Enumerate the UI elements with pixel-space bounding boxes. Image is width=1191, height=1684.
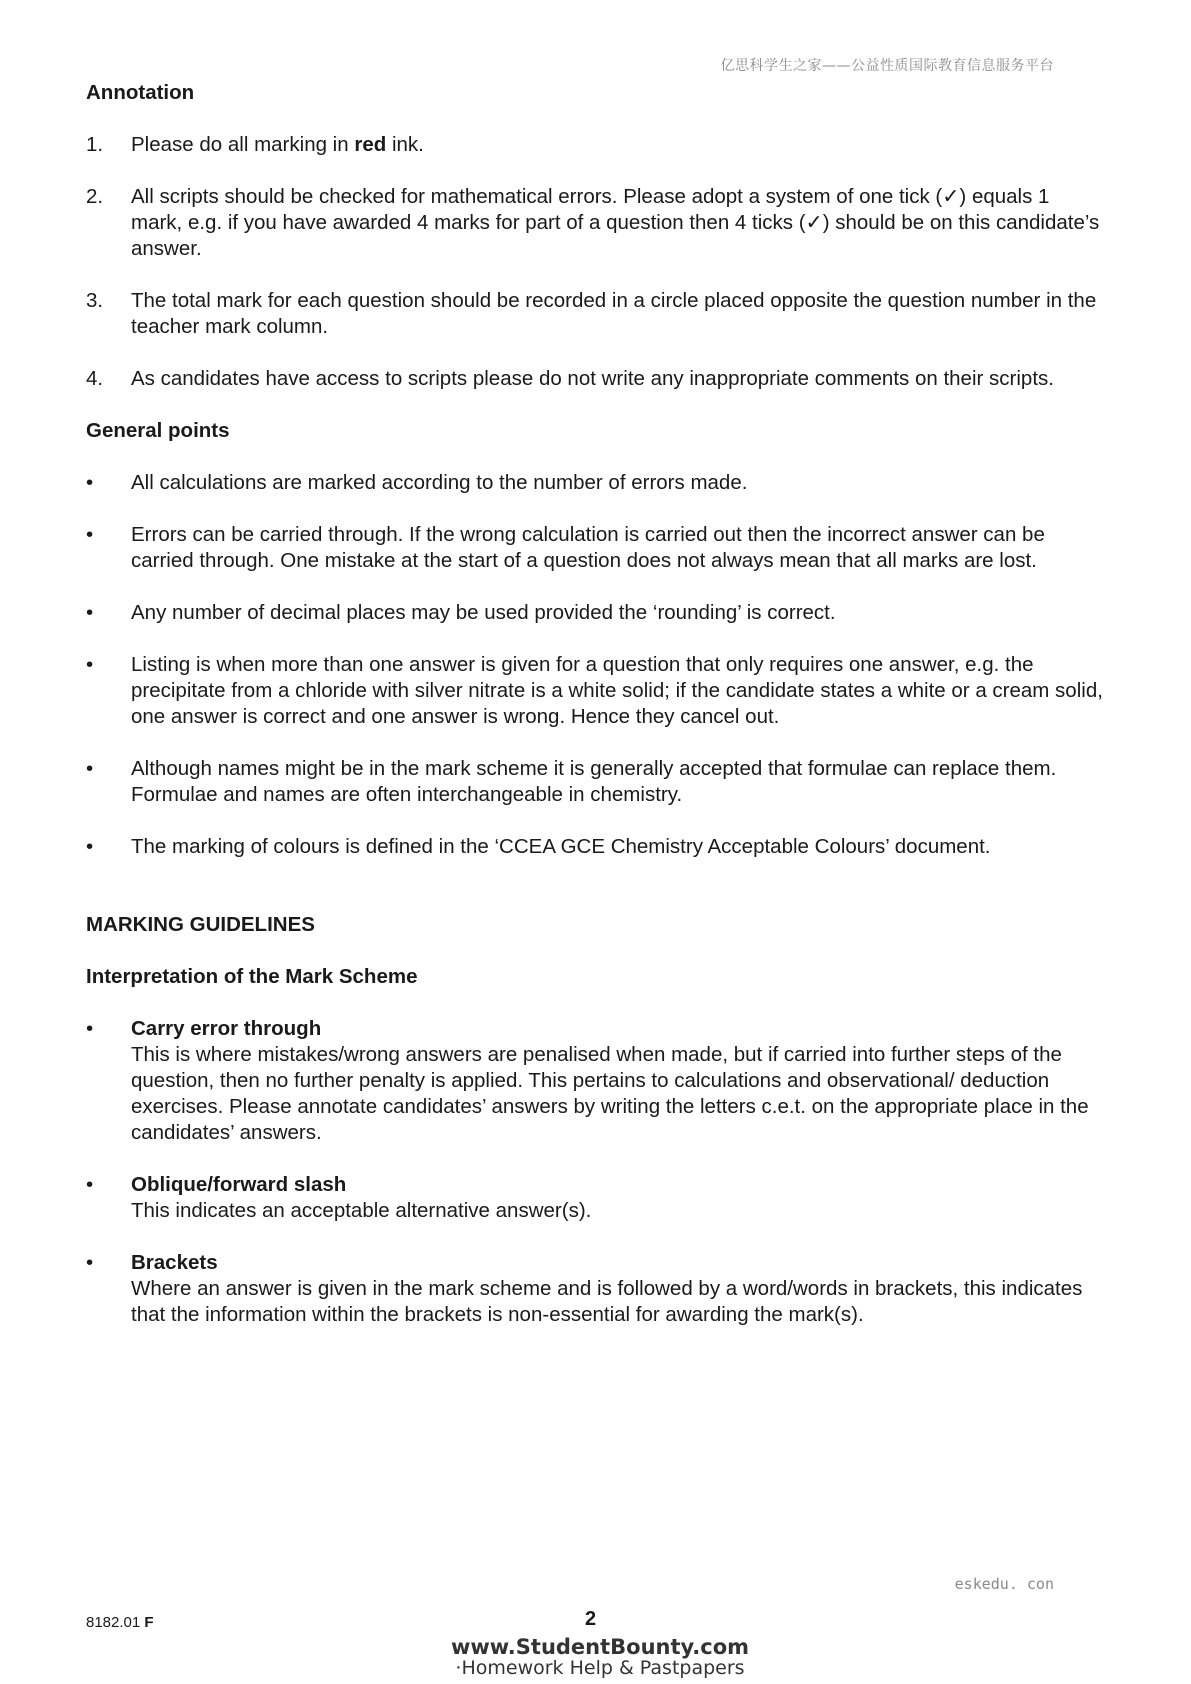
general-point [86,834,1106,860]
annotation-item-text: Please do all marking in red ink. [131,133,424,156]
general-point-text: The marking of colours is defined in the ‘CCEA GCE Chemistry Acceptable Colours’ document. [131,835,991,858]
studentbounty-tagline: ·Homework Help & Pastpapers [455,1657,745,1679]
eskedu-watermark: eskedu. con [954,1575,1054,1593]
bullet: • [86,1173,94,1196]
general-point-text: Although names might be in the mark scheme it is generally accepted that formulae can replace them. Formulae and names are often interchangeable in chemistry. [131,757,1057,806]
annotation-heading: Annotation [86,81,195,104]
bullet: • [86,471,94,494]
guideline-title: Carry error through [131,1017,322,1040]
annotation-item-4 [86,366,1106,392]
general-point-text: Errors can be carried through. If the wrong calculation is carried out then the incorrect answer can be carried through. One mistake at the start of a question does not always mean that all marks are lost. [131,523,1045,572]
list-marker: 4. [86,367,104,390]
bullet: • [86,1251,94,1274]
guideline-title: Oblique/forward slash [131,1173,347,1196]
studentbounty-url: www.StudentBounty.com [450,1635,750,1659]
general-point [86,756,1106,808]
general-point [86,600,1106,626]
general-point-text: All calculations are marked according to the number of errors made. [131,471,748,494]
studentbounty-logo [440,1636,760,1678]
annotation-item-2 [86,184,1106,262]
interpretation-subheading: Interpretation of the Mark Scheme [86,965,418,988]
bullet: • [86,653,94,676]
guideline-text: This indicates an acceptable alternative answer(s). [131,1199,592,1222]
marking-guidelines-heading: MARKING GUIDELINES [86,913,315,936]
general-point [86,470,1106,496]
page-content [86,80,1106,1328]
general-points-heading: General points [86,419,230,442]
annotation-item-text: All scripts should be checked for mathematical errors. Please adopt a system of one tick (✓) equals 1 mark, e.g. if you have awarded 4 marks for part of a question then 4 ticks (✓) should be on this candidate’s answer. [131,185,1100,260]
general-point [86,522,1106,574]
list-marker: 3. [86,289,104,312]
bullet: • [86,523,94,546]
annotation-item-1 [86,132,1106,158]
paper-code: 8182.01 F [86,1614,154,1631]
guideline-item [86,1172,1106,1224]
general-point-text: Any number of decimal places may be used provided the ‘rounding’ is correct. [131,601,836,624]
guideline-item [86,1250,1106,1328]
bullet: • [86,835,94,858]
red-emphasis: red [354,133,387,156]
annotation-item-text: As candidates have access to scripts please do not write any inappropriate comments on their scripts. [131,367,1054,390]
annotation-item-3 [86,288,1106,340]
bullet: • [86,757,94,780]
general-point-text: Listing is when more than one answer is given for a question that only requires one answer, e.g. the precipitate from a chloride with silver nitrate is a white solid; if the candidate states a white or a cream solid, one answer is correct and one answer is wrong. Hence they cancel out. [131,653,1103,728]
general-point [86,652,1106,730]
guideline-title: Brackets [131,1251,218,1274]
page-number: 2 [585,1608,597,1630]
bullet: • [86,1017,94,1040]
list-marker: 1. [86,133,104,156]
annotation-item-text: The total mark for each question should be recorded in a circle placed opposite the question number in the teacher mark column. [131,289,1097,338]
guideline-text: Where an answer is given in the mark scheme and is followed by a word/words in brackets, this indicates that the information within the brackets is non-essential for awarding the mark(s). [131,1277,1083,1326]
bullet: • [86,601,94,624]
header-watermark: 亿思科学生之家——公益性质国际教育信息服务平台 [720,58,1054,74]
guideline-text: This is where mistakes/wrong answers are penalised when made, but if carried into further steps of the question, then no further penalty is applied. This pertains to calculations and observational/ deduction exercises. Please annotate candidates’ answers by writing the letters c.e.t. on the appropriate place in the candidates’ answers. [131,1043,1089,1144]
list-marker: 2. [86,185,104,208]
guideline-item [86,1016,1106,1146]
